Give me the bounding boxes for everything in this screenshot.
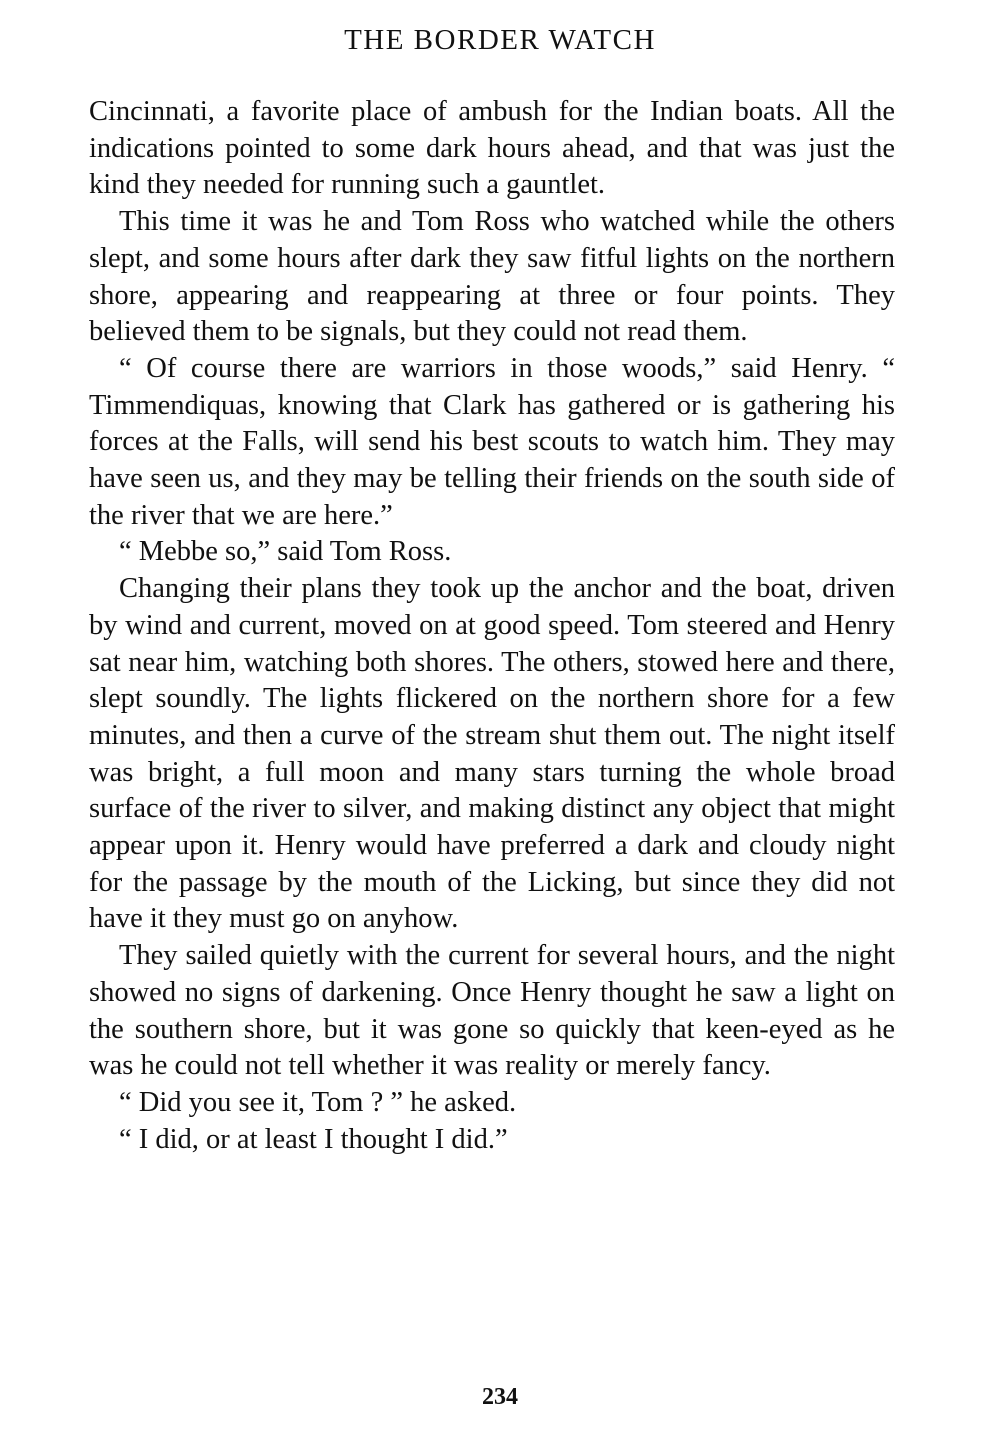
paragraph-2: This time it was he and Tom Ross who watched while the others slept, and some hours after dark they saw fitful lights on the northern shore, appearing and reappearing at three or four points. They believed them to be signals, but they could not read them. [89,206,895,348]
paragraph-6: They sailed quietly with the current for several hours, and the night showed no signs of darkening. Once Henry thought he saw a light on the southern shore, but it was gone so quickly that keen-eyed as he was he could not tell whether it was reality or merely fancy. [89,940,895,1082]
body-text [89,94,895,1158]
paragraph-7: “ Did you see it, Tom ? ” he asked. [119,1086,517,1118]
paragraph-5: Changing their plans they took up the anchor and the boat, driven by wind and current, moved on at good speed. Tom steered and Henry sat near him, watching both shores. The others, stowed here and there, slept soundly. The lights flickered on the northern shore for a few minutes, and then a curve of the stream shut them out. The night itself was bright, a full moon and many stars turning the whole broad surface of the river to silver, and making distinct any object that might appear upon it. Henry would have preferred a dark and cloudy night for the passage by the mouth of the Licking, but since they did not have it they must go on anyhow. [89,573,895,935]
paragraph-1: Cincinnati, a favorite place of ambush for the Indian boats. All the indications pointed to some dark hours ahead, and that was just the kind they needed for running such a gauntlet. [89,96,895,201]
page-number: 234 [482,1384,518,1410]
running-head: THE BORDER WATCH [344,24,656,56]
paragraph-8: “ I did, or at least I thought I did.” [119,1123,508,1155]
paragraph-4: “ Mebbe so,” said Tom Ross. [119,536,452,568]
paragraph-3: “ Of course there are warriors in those woods,” said Henry. “ Timmendiquas, knowing that Clark has gathered or is gathering his forces at the Falls, will send his best scouts to watch him. They may have seen us, and they may be telling their friends on the south side of the river that we are here.” [89,352,895,531]
